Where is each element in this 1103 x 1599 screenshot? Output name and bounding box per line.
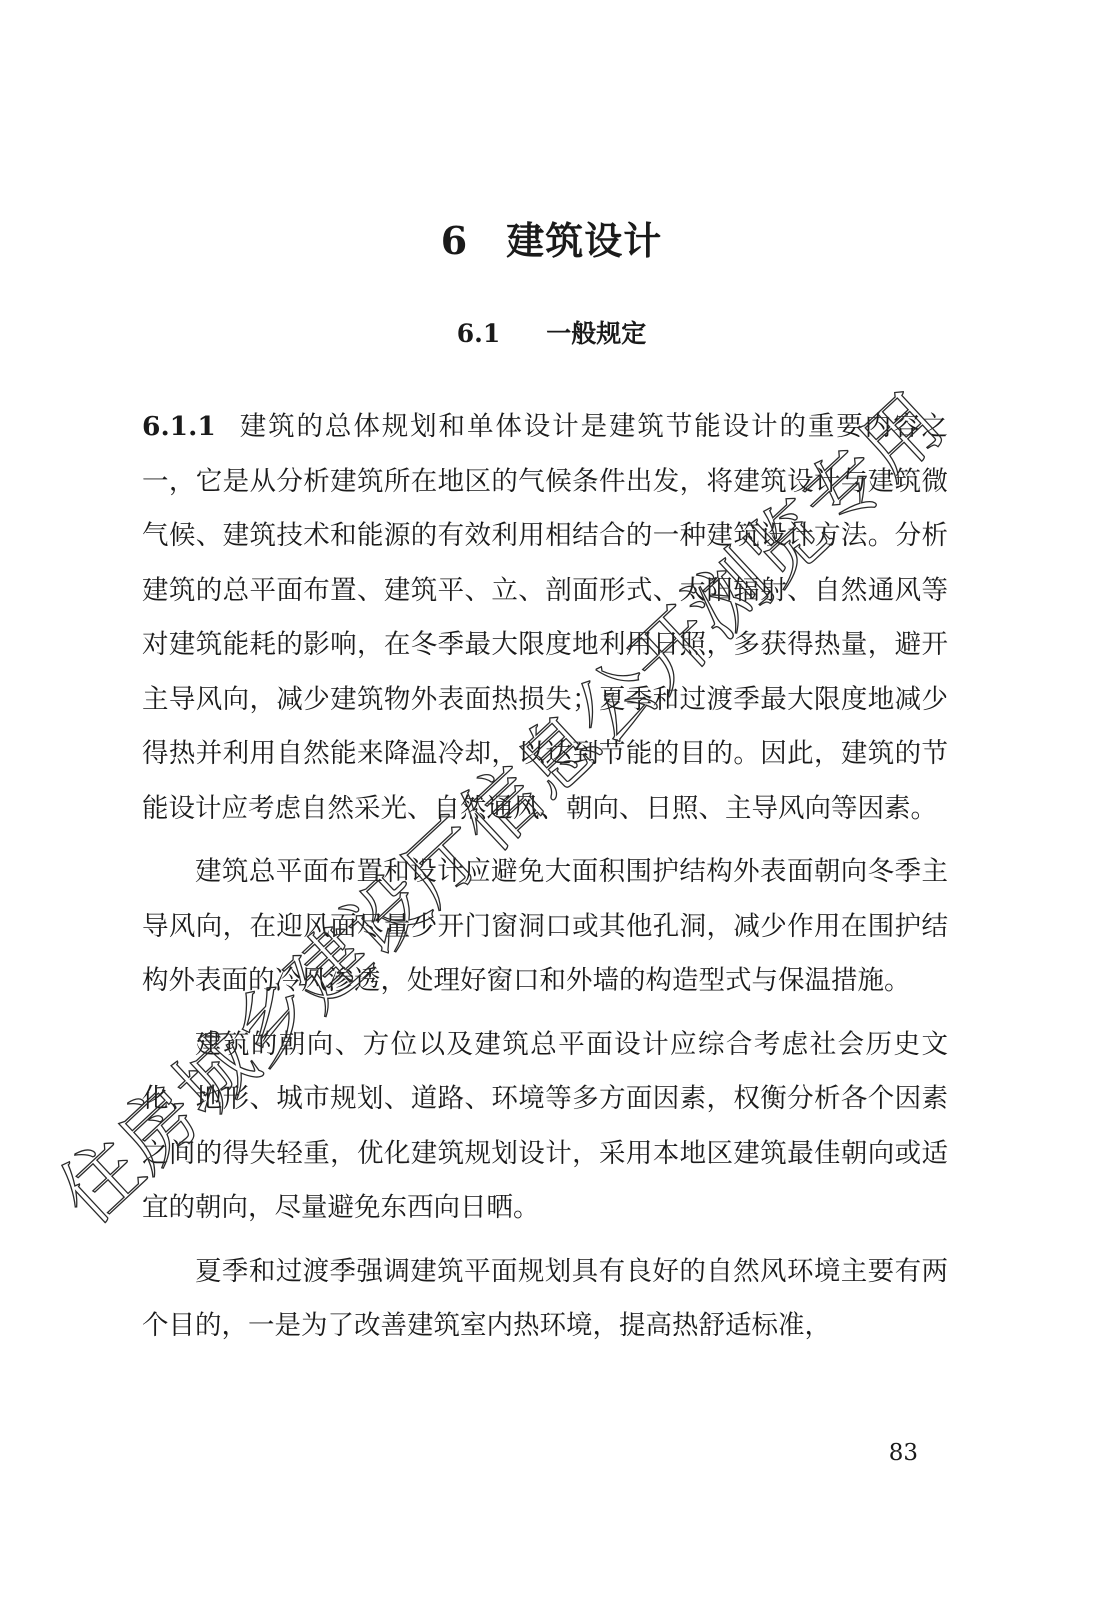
watermark-glyph: 用 <box>842 377 962 497</box>
paragraph-4: 夏季和过渡季强调建筑平面规划具有良好的自然风环境主要有两个目的，一是为了改善建筑室内热环境，提高热舒适标准， <box>142 1255 948 1341</box>
section-title-text: 一般规定 <box>546 319 647 348</box>
watermark-glyph: 息 <box>499 696 619 816</box>
chapter-title-text: 建筑设计 <box>506 218 663 263</box>
watermark-glyph: 专 <box>785 430 905 550</box>
watermark-glyph: 厅 <box>385 802 505 922</box>
chapter-title <box>0 210 1103 265</box>
chapter-number: 6 <box>440 218 469 263</box>
section-title <box>0 314 1103 350</box>
clause-body <box>142 400 948 1354</box>
watermark-glyph: 设 <box>328 856 447 976</box>
page-number: 83 <box>888 1440 918 1466</box>
paragraph-2: 建筑总平面布置和设计应避免大面积围护结构外表面朝向冬季主导风向，在迎风面尽量少开门窗洞口或其他孔洞，减少作用在围护结构外表面的冷风渗透，处理好窗口和外墙的构造型式与保温措施。 <box>142 856 948 996</box>
watermark-glyph: 房 <box>99 1068 219 1189</box>
watermark-glyph: 乡 <box>214 962 333 1082</box>
section-number: 6.1 <box>456 319 501 348</box>
paragraph-1 <box>142 400 948 836</box>
paragraph-3: 建筑的朝向、方位以及建筑总平面设计应综合考虑社会历史文化、地形、城市规划、道路、环境等多方面因素，权衡分析各个因素之间的得失轻重，优化建筑规划设计，采用本地区建筑最佳朝向或适宜的朝向，尽量避免东西向日晒。 <box>142 1028 948 1223</box>
watermark-glyph: 住 <box>42 1122 162 1242</box>
watermark-glyph: 览 <box>728 483 847 603</box>
watermark-glyph: 信 <box>442 749 562 869</box>
watermark-glyph: 城 <box>157 1015 276 1135</box>
clause-number: 6.1.1 <box>142 411 216 442</box>
watermark-glyph: 开 <box>614 590 733 710</box>
watermark-glyph: 建 <box>271 909 390 1029</box>
watermark-glyph: 公 <box>557 643 676 763</box>
watermark-glyph: 浏 <box>671 536 790 656</box>
paragraph-text: 建筑的总体规划和单体设计是建筑节能设计的重要内容之一，它是从分析建筑所在地区的气候条件出发，将建筑设计与建筑微气候、建筑技术和能源的有效利用相结合的一种建筑设计方法。分析建筑的总平面布置、建筑平、立、剖面形式、太阳辐射、自然通风等对建筑能耗的影响，在冬季最大限度地利用日照，多获得热量，避开主导风向，减少建筑物外表面热损失；夏季和过渡季最大限度地减少得热并利用自然能来降温冷却，以达到节能的目的。因此，建筑的节能设计应考虑自然采光、自然通风、朝向、日照、主导风向等因素。 <box>142 411 948 824</box>
